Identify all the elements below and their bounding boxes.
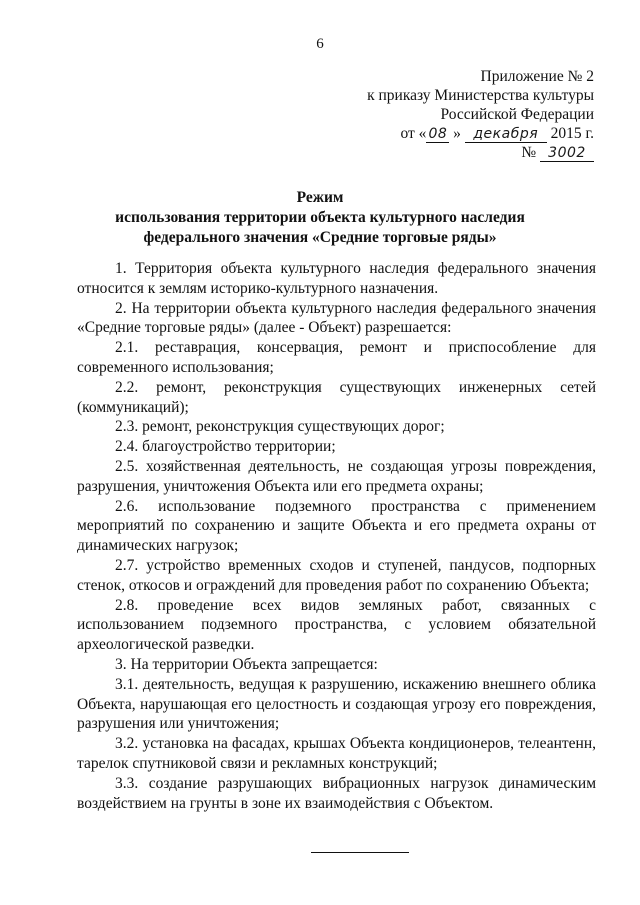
annex-date-line [334, 124, 594, 143]
date-year: 2015 г. [550, 125, 594, 142]
number-blank [540, 145, 594, 162]
annex-order-ref: к приказу Министерства культуры [367, 87, 594, 104]
paragraph-2-2: 2.2. ремонт, реконструкция существующих инженерных сетей (коммуникаций); [77, 378, 596, 416]
title-line-1: Режим [296, 189, 344, 206]
date-day: 08 [428, 126, 448, 142]
date-mid: » [453, 125, 461, 142]
number-prefix: № [521, 144, 537, 161]
paragraph-3-2: 3.2. установка на фасадах, крышах Объекта кондиционеров, телеантенн, тарелок спутниковой связи и рекламных конструкций; [77, 735, 596, 772]
title-line-3: федерального значения «Средние торговые ряды» [143, 229, 497, 246]
paragraph-2-8: 2.8. проведение всех видов земляных работ, связанных с использованием подземного пространства, с условием обязательной археологической разведки. [77, 596, 596, 654]
footer-divider [311, 852, 409, 853]
date-month-blank [465, 126, 547, 143]
paragraph-2-3: 2.3. ремонт, реконструкция существующих дорог; [115, 418, 445, 436]
paragraph-2-4: 2.4. благоустройство территории; [115, 438, 336, 456]
annex-title: Приложение № 2 [480, 68, 594, 85]
document-body [77, 259, 596, 813]
document-title [0, 188, 640, 248]
paragraph-2-5: 2.5. хозяйственная деятельность, не создающая угрозы повреждения, разрушения, уничтожения Объекта или его предмета охраны; [77, 457, 596, 495]
order-number: 3002 [548, 145, 586, 161]
paragraph-2: 2. На территории объекта культурного наследия федерального значения «Средние торговые ряды» (далее - Объект) разрешается: [77, 299, 596, 337]
date-day-blank [426, 126, 449, 143]
paragraph-2-7: 2.7. устройство временных сходов и ступеней, пандусов, подпорных стенок, откосов и ограждений для проведения работ по сохранению Объекта; [77, 556, 596, 594]
annex-block [334, 67, 594, 162]
date-prefix: от « [400, 125, 427, 142]
page-number: 6 [316, 36, 324, 52]
paragraph-1: 1. Территория объекта культурного наследия федерального значения относится к землям историко-культурного назначения. [77, 260, 596, 297]
paragraph-2-1: 2.1. реставрация, консервация, ремонт и приспособление для современного использования; [77, 339, 596, 376]
paragraph-3-1: 3.1. деятельность, ведущая к разрушению, искажению внешнего облика Объекта, нарушающая его целостность и создающая угрозу его повреждения, разрушения или уничтожения; [77, 675, 596, 733]
title-line-2: использования территории объекта культурного наследия [115, 209, 525, 226]
paragraph-2-6: 2.6. использование подземного пространства с применением мероприятий по сохранению и защите Объекта и его предмета охраны от динамических нагрузок; [77, 497, 596, 555]
annex-number-line [334, 143, 594, 162]
paragraph-3: 3. На территории Объекта запрещается: [115, 655, 378, 673]
annex-federation: Российской Федерации [440, 106, 594, 123]
paragraph-3-3: 3.3. создание разрушающих вибрационных нагрузок динамическим воздействием на грунты в зоне их взаимодействия с Объектом. [77, 774, 596, 812]
date-month: декабря [473, 126, 539, 142]
